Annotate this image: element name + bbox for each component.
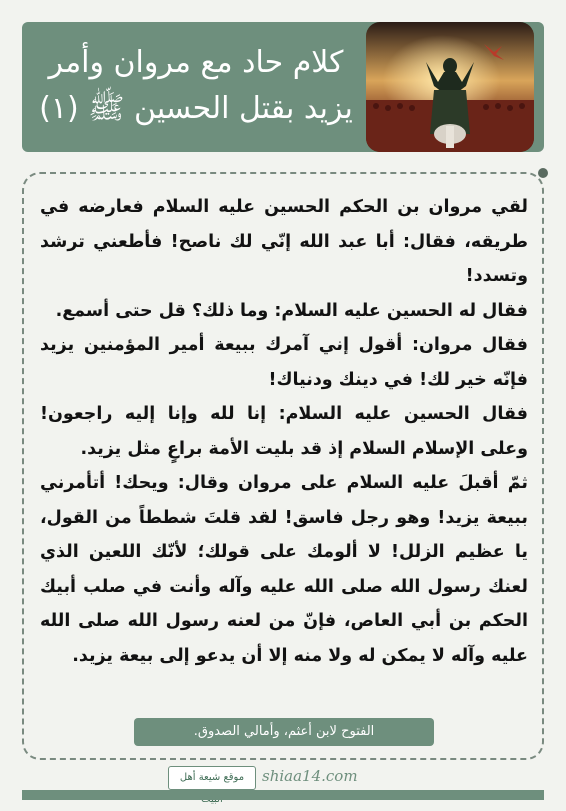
- header-illustration: [366, 22, 534, 152]
- illustration-art: [366, 22, 534, 152]
- page-title: [36, 40, 356, 132]
- paragraph: فقال مروان: أقول إني آمرك ببيعة أمير المؤمنين يزيد فإنّه خير لك! في دينك ودنياك!: [40, 335, 528, 390]
- site-url[interactable]: shiaa14.com: [262, 767, 358, 785]
- source-citation: الفتوح لابن أعثم، وأمالي الصدوق.: [134, 718, 434, 746]
- title-line-2: يزيد بقتل الحسين ﷺ (١): [39, 91, 353, 126]
- header-banner: [22, 22, 544, 152]
- paragraph: لقي مروان بن الحكم الحسين عليه السلام فعارضه في طريقه، فقال: أبا عبد الله إنّي لك ناصح! فأطعني ترشد وتسدد!: [40, 197, 528, 286]
- site-logo: موقع شيعة أهل: [168, 766, 256, 790]
- paragraph: ثمّ أقبلَ عليه السلام على مروان وقال: ويحك! أتأمرني ببيعة يزيد! وهو رجل فاسق! لقد قلتَ شططاً من القول، يا عظيم الزلل! لا ألومك على قولك؛ لأنّك اللعين الذي لعنك رسول الله صلى الله عليه وآله وأنت في صلب أبيك الحكم بن أبي العاص، فإنّ من لعنه رسول الله صلى الله عليه وآله لا يمكن له ولا منه إلا أن يدعو إلى بيعة يزيد.: [40, 473, 528, 666]
- paragraph: فقال الحسين عليه السلام: إنا لله وإنا إليه راجعون! وعلى الإسلام السلام إذ قد بليت الأمة براعٍ مثل يزيد.: [40, 404, 528, 459]
- corner-dot: [538, 168, 548, 178]
- paragraph: فقال له الحسين عليه السلام: وما ذلك؟ قل حتى أسمع.: [55, 300, 528, 321]
- text-panel: [22, 172, 544, 760]
- narrative-text: [40, 190, 528, 673]
- bottom-bar: [22, 790, 544, 800]
- title-line-1: كلام حاد مع مروان وأمر: [48, 45, 344, 80]
